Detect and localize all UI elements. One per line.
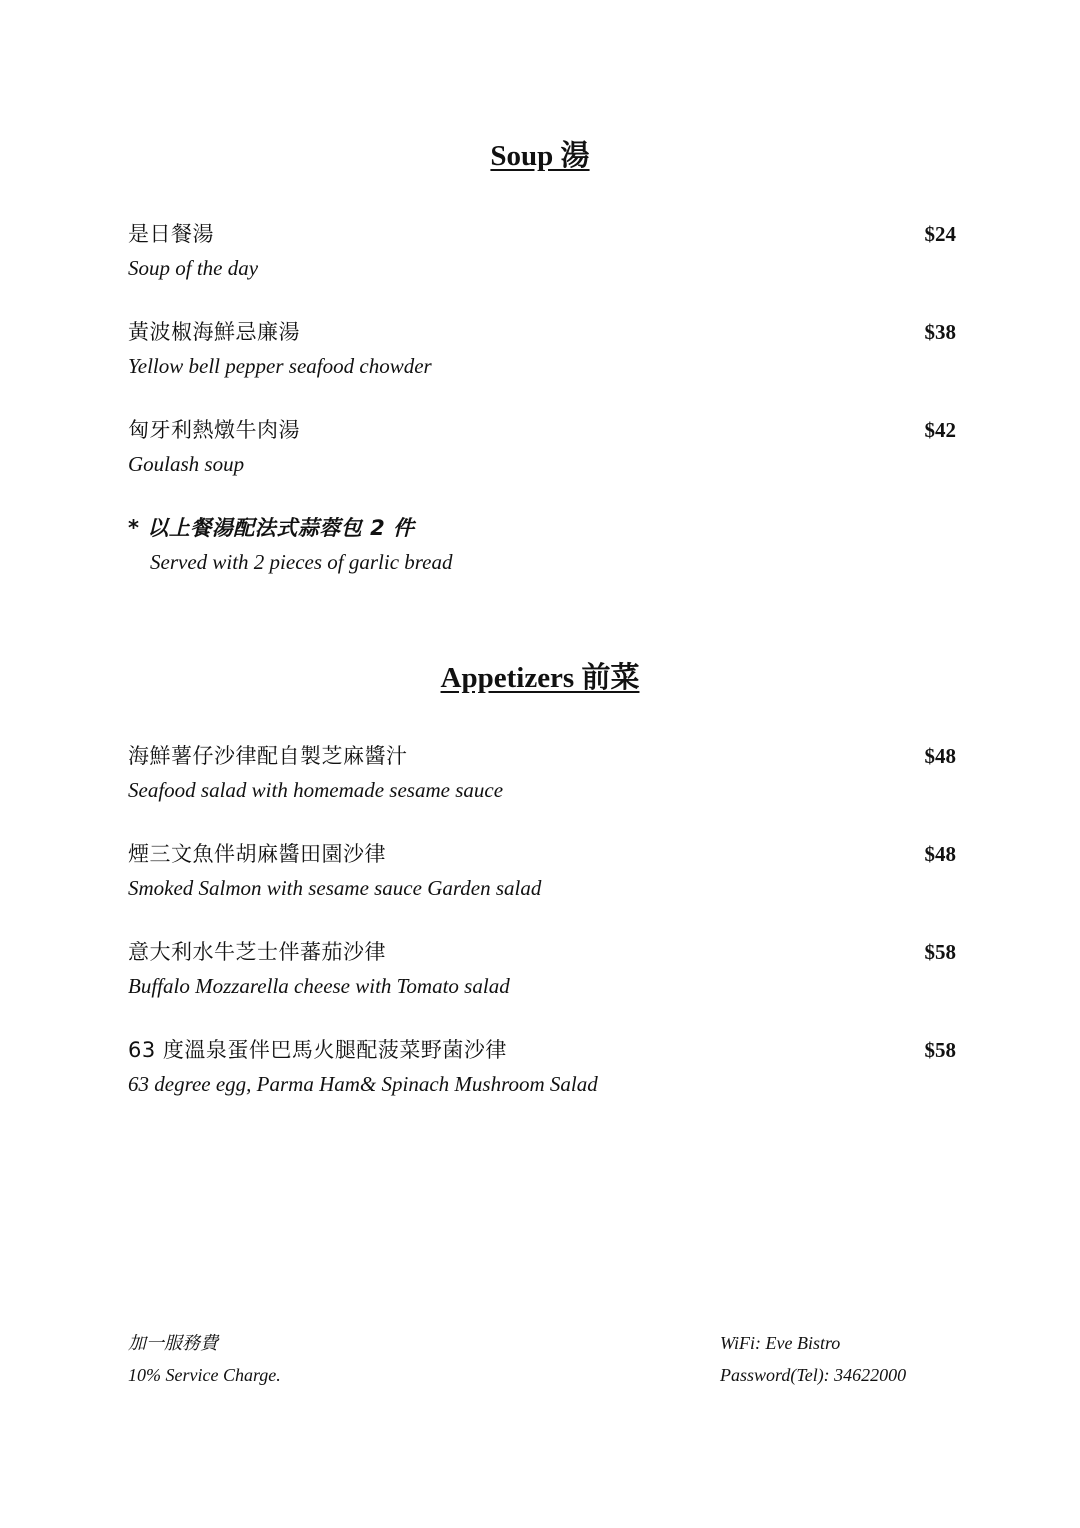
wifi-password: Password(Tel): 34622000 <box>720 1365 907 1385</box>
note-en: Served with 2 pieces of garlic bread <box>150 550 453 574</box>
item-name-zh: 煙三文魚伴胡麻醬田園沙律 <box>128 842 386 866</box>
item-name-zh: 黃波椒海鮮忌廉湯 <box>128 320 300 344</box>
item-name-en: Goulash soup <box>128 452 245 476</box>
item-name-en: Soup of the day <box>128 256 259 280</box>
menu-item-63-degree-egg-salad <box>128 1036 956 1098</box>
item-name-en: Yellow bell pepper seafood chowder <box>128 354 432 378</box>
item-price: $42 <box>924 418 956 442</box>
menu-item-soup-of-the-day <box>128 220 956 282</box>
item-price: $48 <box>924 744 956 768</box>
item-name-zh: 匈牙利熱燉牛肉湯 <box>128 418 300 442</box>
wifi-info <box>720 1327 906 1391</box>
item-price: $58 <box>924 1038 956 1062</box>
item-price: $58 <box>924 940 956 964</box>
item-name-en: Seafood salad with homemade sesame sauce <box>128 778 504 802</box>
note-zh: * 以上餐湯配法式蒜蓉包 2 件 <box>128 516 415 540</box>
item-price: $24 <box>924 222 956 246</box>
menu-item-buffalo-mozzarella-salad <box>128 938 956 1000</box>
wifi-name: WiFi: Eve Bistro <box>720 1333 841 1353</box>
item-price: $38 <box>924 320 956 344</box>
service-charge-note <box>128 1327 281 1391</box>
item-price: $48 <box>924 842 956 866</box>
item-name-zh: 意大利水牛芝士伴蕃茄沙律 <box>128 940 386 964</box>
item-name-zh: 63 度溫泉蛋伴巴馬火腿配菠菜野菌沙律 <box>128 1038 507 1062</box>
menu-item-smoked-salmon-salad <box>128 840 956 902</box>
menu-item-seafood-salad <box>128 742 956 804</box>
item-name-zh: 海鮮薯仔沙律配自製芝麻醬汁 <box>128 744 408 768</box>
item-name-zh: 是日餐湯 <box>128 222 214 246</box>
service-charge-zh: 加一服務費 <box>128 1333 218 1353</box>
item-name-en: Smoked Salmon with sesame sauce Garden salad <box>128 876 542 900</box>
service-charge-en: 10% Service Charge. <box>128 1365 281 1385</box>
menu-item-goulash-soup <box>128 416 956 478</box>
menu-item-seafood-chowder <box>128 318 956 380</box>
appetizers-section-title: Appetizers 前菜 <box>440 662 640 694</box>
item-name-en: Buffalo Mozzarella cheese with Tomato salad <box>128 974 510 998</box>
item-name-en: 63 degree egg, Parma Ham& Spinach Mushroom Salad <box>128 1072 598 1096</box>
soup-note <box>128 514 453 576</box>
soup-section-title: Soup 湯 <box>490 140 590 172</box>
